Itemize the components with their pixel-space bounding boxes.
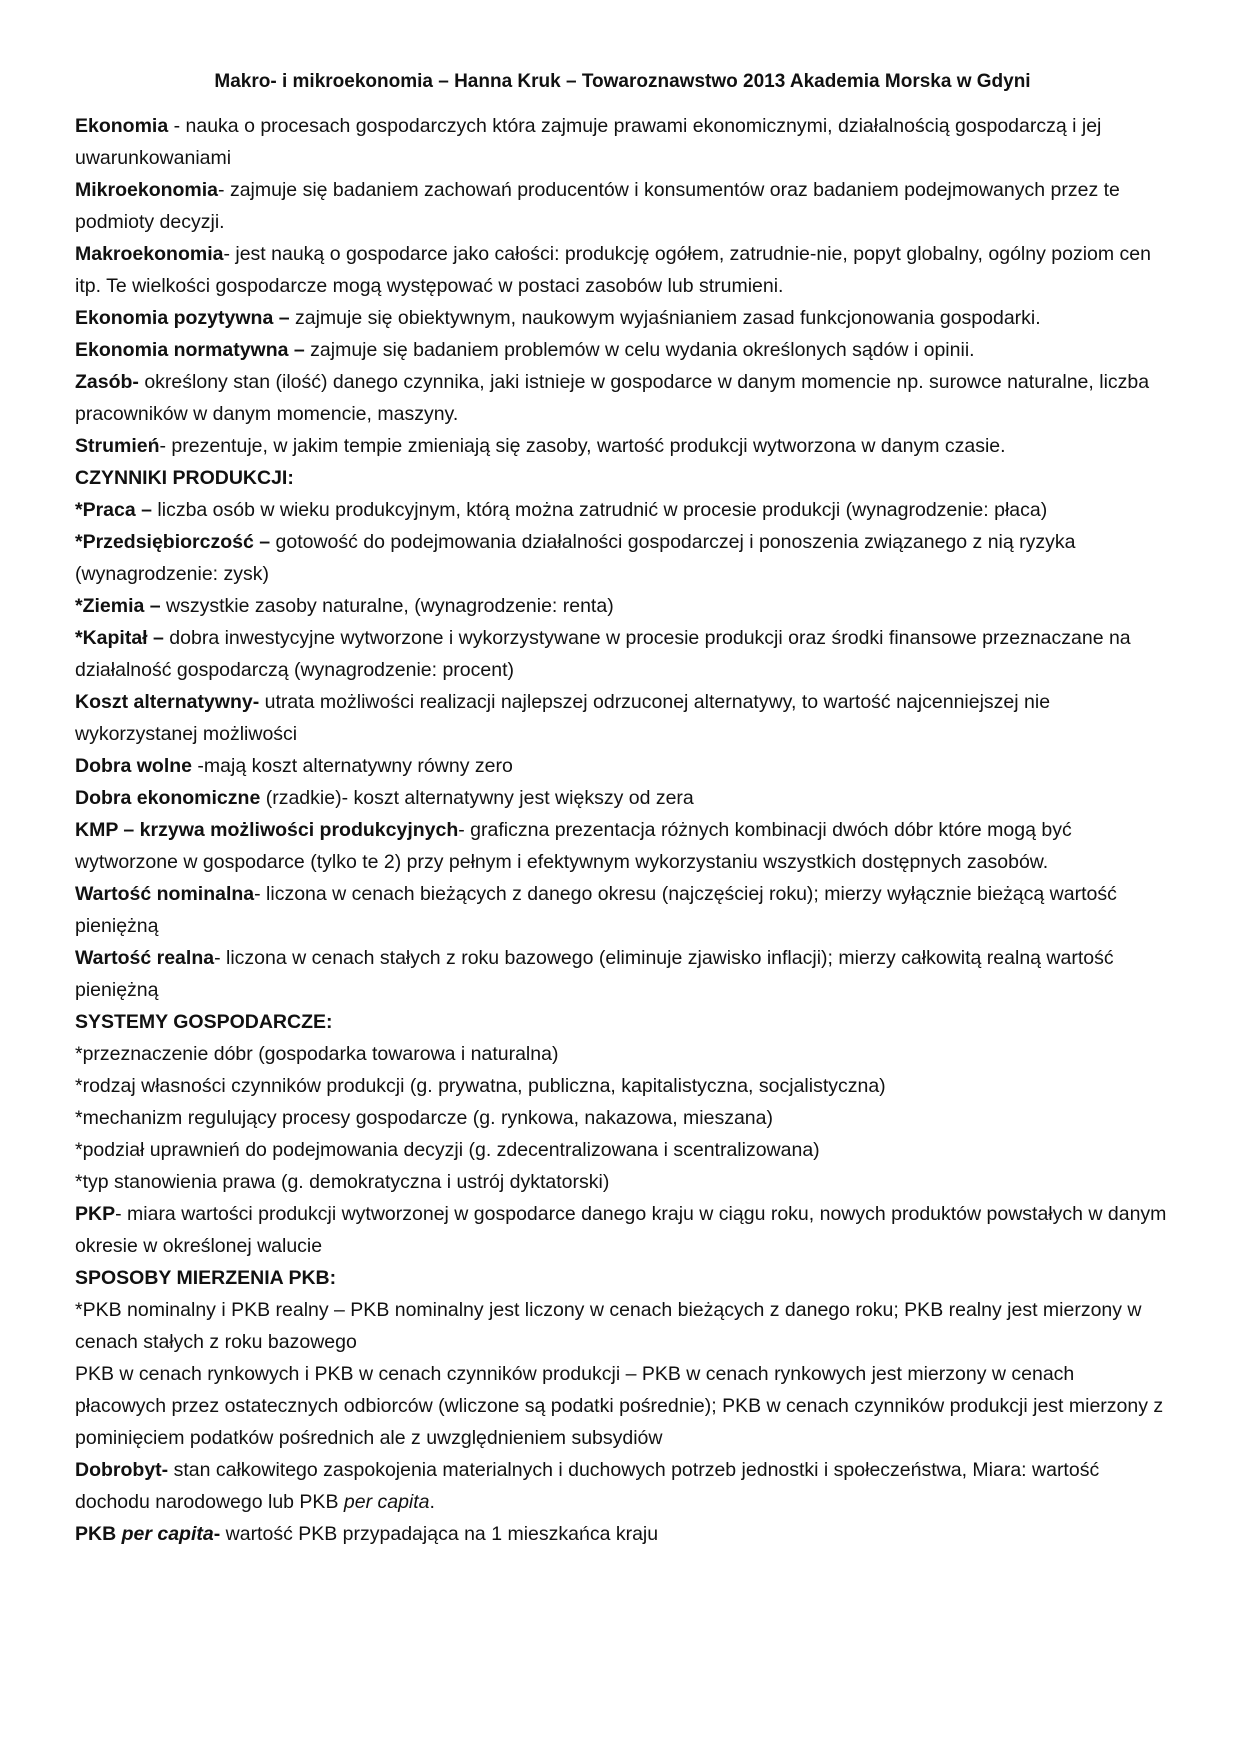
definition-term: Koszt alternatywny- bbox=[75, 691, 260, 713]
definition-term: *Praca – bbox=[75, 499, 152, 521]
definition-entry bbox=[75, 494, 1170, 526]
definition-term: Makroekonomia bbox=[75, 243, 224, 265]
definition-term: Ekonomia pozytywna – bbox=[75, 307, 290, 329]
section-heading: SYSTEMY GOSPODARCZE: bbox=[75, 1011, 333, 1033]
definition-text: - miara wartości produkcji wytworzonej w gospodarce danego kraju w ciągu roku, nowych produktów powstałych w danym okresie w określonej walucie bbox=[75, 1203, 1167, 1257]
list-item: *podział uprawnień do podejmowania decyzji (g. zdecentralizowana i scentralizowana) bbox=[75, 1139, 820, 1161]
definition-text: - zajmuje się badaniem zachowań producentów i konsumentów oraz badaniem podejmowanych przez te podmioty decyzji. bbox=[75, 179, 1120, 233]
definition-text: (rzadkie)- koszt alternatywny jest większy od zera bbox=[260, 787, 694, 809]
document-title: Makro- i mikroekonomia – Hanna Kruk – Towaroznawstwo 2013 Akademia Morska w Gdyni bbox=[214, 71, 1031, 92]
definition-entry bbox=[75, 302, 1170, 334]
definition-text: określony stan (ilość) danego czynnika, jaki istnieje w gospodarce w danym momencie np. surowce naturalne, liczba pracowników w danym momencie, maszyny. bbox=[75, 371, 1150, 425]
definition-text: gotowość do podejmowania działalności gospodarczej i ponoszenia związanego z nią ryzyka (wynagrodzenie: zysk) bbox=[75, 531, 1076, 585]
list-item: *mechanizm regulujący procesy gospodarcze (g. rynkowa, nakazowa, mieszana) bbox=[75, 1107, 773, 1129]
definition-entry bbox=[75, 686, 1170, 750]
definition-entry bbox=[75, 1198, 1170, 1262]
definition-entry bbox=[75, 110, 1170, 174]
definition-term: KMP – krzywa możliwości produkcyjnych bbox=[75, 819, 459, 841]
definition-entry bbox=[75, 750, 1170, 782]
definition-term: PKB per capita- bbox=[75, 1523, 221, 1545]
definition-entry bbox=[75, 1454, 1170, 1518]
definition-text: stan całkowitego zaspokojenia materialnych i duchowych potrzeb jednostki i społeczeństwa, Miara: wartość dochodu narodowego lub PKB per capita. bbox=[75, 1459, 1100, 1513]
definition-entry bbox=[75, 334, 1170, 366]
definition-entry bbox=[75, 942, 1170, 1006]
definition-entry bbox=[75, 1518, 1170, 1550]
section-heading: CZYNNIKI PRODUKCJI: bbox=[75, 467, 294, 489]
definition-term: Mikroekonomia bbox=[75, 179, 219, 201]
definition-term: Dobrobyt- bbox=[75, 1459, 169, 1481]
list-item: *typ stanowienia prawa (g. demokratyczna i ustrój dyktatorski) bbox=[75, 1171, 610, 1193]
list-item: PKB w cenach rynkowych i PKB w cenach czynników produkcji – PKB w cenach rynkowych jest mierzony w cenach płacowych przez ostatecznych odbiorców (wliczone są podatki pośrednie); PKB w cenach czynników produkcji jest mierzony z pominięciem podatków pośrednich ale z uwzględnieniem subsydiów bbox=[75, 1363, 1164, 1449]
definition-term: PKP bbox=[75, 1203, 116, 1225]
definition-text: - prezentuje, w jakim tempie zmieniają się zasoby, wartość produkcji wytworzona w danym czasie. bbox=[159, 435, 1006, 457]
definition-term: Ekonomia bbox=[75, 115, 169, 137]
definition-text: - liczona w cenach bieżących z danego okresu (najczęściej roku); mierzy wyłącznie bieżącą wartość pieniężną bbox=[75, 883, 1117, 937]
definition-term: Dobra wolne bbox=[75, 755, 193, 777]
definition-entry bbox=[75, 238, 1170, 302]
definition-term: Dobra ekonomiczne bbox=[75, 787, 261, 809]
definition-entry bbox=[75, 814, 1170, 878]
definition-entry bbox=[75, 526, 1170, 590]
list-item: *rodzaj własności czynników produkcji (g. prywatna, publiczna, kapitalistyczna, socjalistyczna) bbox=[75, 1075, 886, 1097]
document-page bbox=[75, 68, 1170, 1550]
definition-text: dobra inwestycyjne wytworzone i wykorzystywane w procesie produkcji oraz środki finansowe przeznaczane na działalność gospodarczą (wynagrodzenie: procent) bbox=[75, 627, 1131, 681]
definition-entry bbox=[75, 622, 1170, 686]
definition-entry bbox=[75, 366, 1170, 430]
definition-text: wartość PKB przypadająca na 1 mieszkańca kraju bbox=[220, 1523, 659, 1545]
section-heading: SPOSOBY MIERZENIA PKB: bbox=[75, 1267, 337, 1289]
definition-text: utrata możliwości realizacji najlepszej odrzuconej alternatywy, to wartość najcenniejszej nie wykorzystanej możliwości bbox=[75, 691, 1051, 745]
definition-term: Strumień bbox=[75, 435, 160, 457]
definition-term: *Przedsiębiorczość – bbox=[75, 531, 271, 553]
definition-term: Zasób- bbox=[75, 371, 139, 393]
entries-list bbox=[75, 110, 1170, 1550]
definition-term: *Kapitał – bbox=[75, 627, 164, 649]
definition-entry bbox=[75, 590, 1170, 622]
definition-text: - liczona w cenach stałych z roku bazowego (eliminuje zjawisko inflacji); mierzy całkowitą realną wartość pieniężną bbox=[75, 947, 1114, 1001]
definition-entry bbox=[75, 782, 1170, 814]
definition-text: -mają koszt alternatywny równy zero bbox=[192, 755, 513, 777]
list-item: *przeznaczenie dóbr (gospodarka towarowa i naturalna) bbox=[75, 1043, 559, 1065]
definition-term: Ekonomia normatywna – bbox=[75, 339, 305, 361]
definition-text: - jest nauką o gospodarce jako całości: produkcję ogółem, zatrudnie-nie, popyt globalny, ogólny poziom cen itp. Te wielkości gospodarcze mogą występować w postaci zasobów lub strumieni. bbox=[75, 243, 1151, 297]
definition-term: Wartość realna bbox=[75, 947, 215, 969]
definition-term: *Ziemia – bbox=[75, 595, 161, 617]
definition-text: liczba osób w wieku produkcyjnym, którą można zatrudnić w procesie produkcji (wynagrodzenie: płaca) bbox=[151, 499, 1048, 521]
definition-entry bbox=[75, 430, 1170, 462]
definition-text: - nauka o procesach gospodarczych która zajmuje prawami ekonomicznymi, działalnością gospodarczą i jej uwarunkowaniami bbox=[75, 115, 1102, 169]
definition-entry bbox=[75, 174, 1170, 238]
definition-text: zajmuje się obiektywnym, naukowym wyjaśnianiem zasad funkcjonowania gospodarki. bbox=[289, 307, 1041, 329]
definition-term: Wartość nominalna bbox=[75, 883, 255, 905]
definition-text: - graficzna prezentacja różnych kombinacji dwóch dóbr które mogą być wytworzone w gospodarce (tylko te 2) przy pełnym i efektywnym wykorzystaniu wszystkich dostępnych zasobów. bbox=[75, 819, 1072, 873]
definition-text: zajmuje się badaniem problemów w celu wydania określonych sądów i opinii. bbox=[304, 339, 975, 361]
definition-entry bbox=[75, 878, 1170, 942]
list-item: *PKB nominalny i PKB realny – PKB nominalny jest liczony w cenach bieżących z danego roku; PKB realny jest mierzony w cenach stałych z roku bazowego bbox=[75, 1299, 1142, 1353]
definition-text: wszystkie zasoby naturalne, (wynagrodzenie: renta) bbox=[160, 595, 614, 617]
